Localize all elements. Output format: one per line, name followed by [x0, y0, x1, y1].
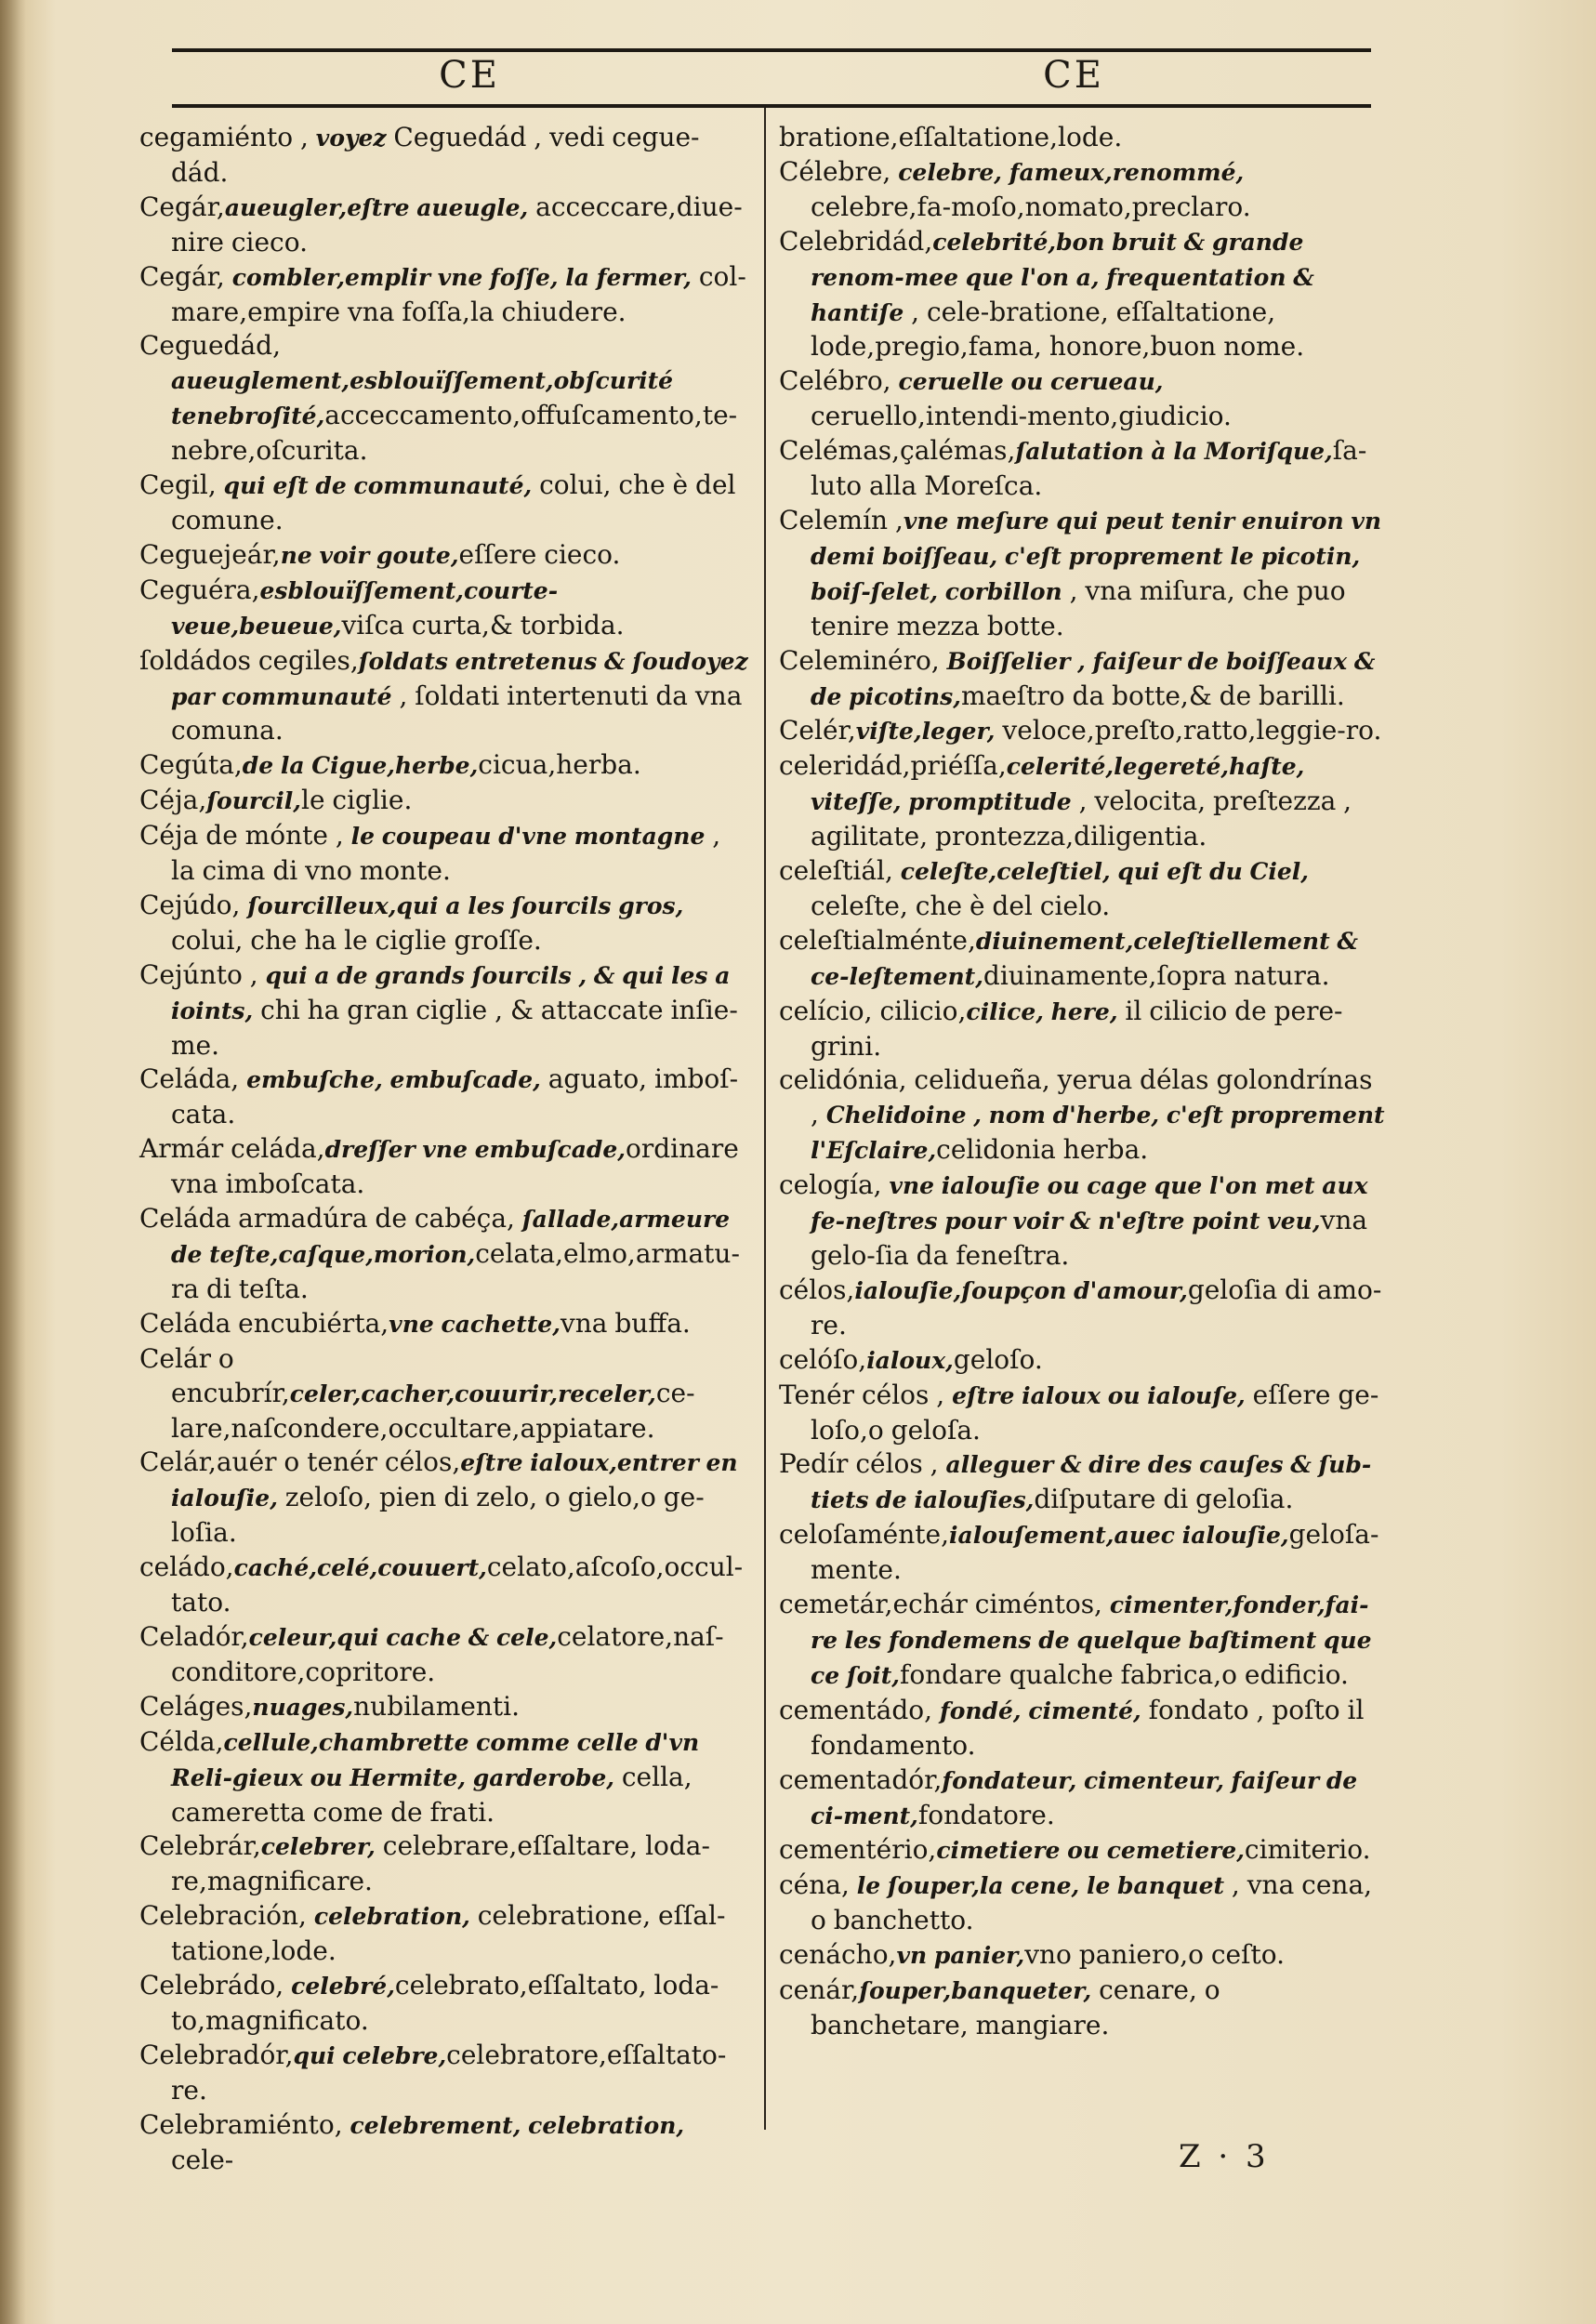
- dictionary-entry: [779, 1588, 1385, 1694]
- french-gloss: cimetiere ou cemetiere,: [936, 1837, 1245, 1865]
- right-column: [779, 121, 1385, 2043]
- entry-text: vna buffa.: [560, 1307, 691, 1339]
- french-gloss: ne voir goute,: [280, 541, 459, 569]
- entry-text: celício, cilicio,: [779, 995, 967, 1026]
- french-gloss: cellule,chambrette comme celle d'vn Reli-gieux ou Hermite, garderobe,: [171, 1728, 700, 1791]
- entry-text: acceccare,diue-nire cieco.: [171, 191, 743, 257]
- entry-text: celebrare,eſſaltare, loda-re,magnificare.: [171, 1830, 710, 1897]
- french-gloss: celebrer,: [260, 1833, 376, 1861]
- dictionary-entry: [139, 1063, 749, 1132]
- french-gloss: celerité,legereté,haſte, viteſſe, promptitude: [811, 753, 1305, 816]
- entry-text: Celár o encubrír,: [139, 1342, 290, 1408]
- dictionary-entry: [779, 434, 1385, 504]
- french-gloss: ialouſement,auec ialouſie,: [949, 1522, 1289, 1550]
- entry-text: , vna cena, o banchetto.: [811, 1869, 1373, 1936]
- dictionary-entry: [779, 121, 1385, 155]
- entry-text: ſoldádos cegiles,: [139, 644, 359, 676]
- dictionary-entry: [779, 924, 1385, 995]
- dictionary-entry: [139, 469, 749, 538]
- french-gloss: celebrité,bon bruit & grande renom-mee que l'on a, frequentation & hantiſe: [811, 228, 1314, 326]
- french-gloss: ſouper,banqueter,: [859, 1977, 1092, 2005]
- french-gloss: qui eſt de communauté,: [223, 472, 533, 500]
- entry-text: il cilicio de pere-grini.: [811, 995, 1343, 1062]
- entry-text: ceruello,intendi-mento,giudicio.: [811, 401, 1232, 432]
- french-gloss: ſallade,armeure de teſte,caſque,morion,: [171, 1206, 731, 1268]
- french-gloss: qui a de grands ſourcils , & qui les a ioints,: [171, 961, 731, 1024]
- french-gloss: de la Cigue,herbe,: [242, 752, 479, 780]
- running-head-left: CE: [439, 54, 500, 97]
- dictionary-entry: [139, 2039, 749, 2108]
- entry-text: celeridád,priéſſa,: [779, 750, 1007, 782]
- french-gloss: celebrement, celebration,: [350, 2111, 685, 2139]
- dictionary-entry: [779, 644, 1385, 715]
- entry-text: cenácho,: [779, 1939, 897, 1971]
- entry-text: Cegúta,: [139, 749, 243, 781]
- dictionary-entry: [139, 260, 749, 330]
- entry-text: Celemín ,: [779, 504, 904, 535]
- entry-text: Cejúnto ,: [139, 958, 266, 990]
- entry-text: , velocita, preſtezza , agilitate, prontezza,diligentia.: [811, 786, 1352, 852]
- dictionary-entry: [139, 329, 749, 469]
- entry-text: Celébro,: [779, 365, 899, 397]
- entry-text: Céja de mónte ,: [139, 820, 351, 852]
- entry-text: cenare, o banchetare, mangiare.: [811, 1974, 1220, 2040]
- entry-text: Celebramiénto,: [139, 2108, 350, 2140]
- entry-text: Celebrár,: [139, 1830, 261, 1862]
- entry-text: Tenér célos ,: [779, 1379, 953, 1410]
- entry-text: Celeminéro,: [779, 644, 947, 676]
- entry-text: cegamiénto ,: [139, 122, 316, 152]
- entry-text: , la cima di vno monte.: [171, 820, 721, 887]
- dictionary-entry: [779, 749, 1385, 854]
- entry-text: le ciglie.: [300, 785, 413, 816]
- entry-text: Ceguedád , vedi cegue-dád.: [171, 122, 700, 188]
- entry-text: celebrato,eſſaltato, loda-to,magnificato.: [171, 1970, 719, 2036]
- dictionary-entry: [139, 1690, 749, 1725]
- french-gloss: Chelidoine , nom d'herbe, c'eſt proprement l'Eſclaire,: [811, 1102, 1385, 1165]
- dictionary-entry: [779, 995, 1385, 1064]
- dictionary-entry: [139, 819, 749, 889]
- entry-text: Pedír célos ,: [779, 1448, 946, 1480]
- entry-text: celebratione, eſſal-tatione,lode.: [171, 1900, 726, 1967]
- entry-text: veloce,preſto,ratto,leggie-ro.: [995, 715, 1382, 746]
- french-gloss: combler,emplir vne foſſe, la fermer,: [231, 263, 692, 291]
- dictionary-entry: [139, 1969, 749, 2039]
- french-gloss: ſalutation à la Moriſque,: [1015, 438, 1333, 466]
- entry-text: Ceguejeár,: [139, 538, 281, 570]
- dictionary-entry: [779, 714, 1385, 749]
- entry-text: , cele-bratione, eſſaltatione, lode,pregio,fama, honore,buon nome.: [811, 296, 1305, 363]
- entry-text: Ceguedád,: [139, 330, 281, 362]
- entry-text: cella, cameretta come de frati.: [171, 1761, 692, 1828]
- dictionary-entry: [139, 1899, 749, 1969]
- dictionary-entry: [779, 1343, 1385, 1379]
- entry-text: fondato , poſto il fondamento.: [811, 1694, 1365, 1761]
- entry-text: Celáges,: [139, 1690, 253, 1722]
- french-gloss: caché,celé,couuert,: [233, 1554, 487, 1582]
- entry-text: diſputare di geloſia.: [1034, 1484, 1294, 1515]
- entry-text: Celebrádo,: [139, 1970, 292, 2001]
- entry-text: cementádo,: [779, 1694, 940, 1725]
- entry-text: celeſtialménte,: [779, 924, 976, 956]
- dictionary-entry: [139, 121, 749, 191]
- french-gloss: eſtre ialoux,entrer en ialouſie,: [171, 1449, 738, 1512]
- entry-text: Cegár,: [139, 191, 225, 222]
- entry-text: Celár,auér o tenér célos,: [139, 1446, 461, 1478]
- dictionary-entry: [779, 1518, 1385, 1588]
- french-gloss: ceruelle ou cerueau,: [898, 368, 1164, 396]
- entry-text: Celebradór,: [139, 2039, 294, 2070]
- entry-text: Celér,: [779, 715, 856, 746]
- entry-text: cenár,: [779, 1974, 860, 2006]
- dictionary-entry: [779, 1694, 1385, 1763]
- entry-text: Celadór,: [139, 1620, 249, 1652]
- entry-text: cimiterio.: [1244, 1834, 1371, 1866]
- dictionary-entry: [779, 1974, 1385, 2043]
- entry-text: colui, che è del comune.: [171, 469, 736, 535]
- entry-text: aguato, imboſ-cata.: [171, 1063, 739, 1130]
- dictionary-entry: [139, 1551, 749, 1620]
- header-rule: [172, 104, 1371, 108]
- entry-text: Cegil,: [139, 469, 224, 501]
- running-head-right: CE: [1043, 54, 1104, 97]
- dictionary-entry: [779, 854, 1385, 924]
- french-gloss: aueuglement,esblouïſſement,obſcurité tenebroſité,: [171, 367, 674, 430]
- dictionary-entry: [779, 1833, 1385, 1868]
- entry-text: viſca curta,& torbida.: [341, 609, 625, 640]
- dictionary-entry: [139, 2108, 749, 2178]
- dictionary-entry: [139, 191, 749, 260]
- french-gloss: vne meſure qui peut tenir enuiron vn demi boiſſeau, c'eſt proprement le picotin, boiſ-ſelet, corbillon: [811, 507, 1382, 605]
- dictionary-entry: [139, 1446, 749, 1551]
- entry-text: diuinamente,ſopra natura.: [983, 959, 1330, 991]
- dictionary-entry: [139, 1829, 749, 1899]
- entry-text: eſſere cieco.: [458, 538, 621, 570]
- french-gloss: cimenter,fonder,fai-re les fondemens de quelque baſtiment que ce ſoit,: [811, 1591, 1372, 1689]
- entry-text: cicua,herba.: [478, 749, 641, 781]
- entry-text: cemetár,echár ciméntos,: [779, 1589, 1110, 1620]
- entry-text: Céja,: [139, 785, 207, 816]
- dictionary-entry: [779, 1447, 1385, 1518]
- dictionary-entry: [139, 574, 749, 644]
- entry-text: vna gelo-ſia da feneſtra.: [811, 1205, 1368, 1271]
- dictionary-entry: [779, 1063, 1385, 1169]
- dictionary-entry: [779, 1169, 1385, 1274]
- french-gloss: embuſche, embuſcade,: [246, 1066, 541, 1094]
- entry-text: ordinare vna imboſcata.: [171, 1133, 739, 1200]
- entry-text: Cegár,: [139, 260, 232, 292]
- french-gloss: nuages,: [252, 1693, 354, 1721]
- entry-text: céna,: [779, 1869, 857, 1901]
- signature-mark: Z · 3: [1179, 2138, 1270, 2175]
- entry-text: col-mare,empire vna foſſa,la chiudere.: [171, 260, 746, 327]
- entry-text: zeloſo, pien di zelo, o gielo,o ge-loſia.: [171, 1482, 705, 1549]
- entry-text: geloſo.: [953, 1343, 1043, 1375]
- entry-text: celidónia, celidueña, yerua délas golondrínas ,: [779, 1064, 1373, 1130]
- entry-text: Celebración,: [139, 1900, 314, 1932]
- french-gloss: voyez: [315, 125, 394, 152]
- entry-text: celeſtiál,: [779, 855, 901, 887]
- entry-text: Celémas,çalémas,: [779, 435, 1016, 467]
- entry-text: geloſia di amo-re.: [811, 1274, 1382, 1340]
- french-gloss: ſourcilleux,qui a les ſourcils gros,: [247, 891, 684, 919]
- dictionary-entry: [139, 1620, 749, 1690]
- entry-text: celóſo,: [779, 1343, 867, 1375]
- column-divider: [764, 108, 766, 2130]
- french-gloss: eſtre ialoux ou ialouſe,: [952, 1381, 1246, 1409]
- entry-text: , vna miſura, che puo tenire mezza botte.: [811, 574, 1346, 641]
- entry-text: Celáda,: [139, 1063, 247, 1095]
- french-gloss: celebré,: [291, 1973, 395, 2000]
- french-gloss: le ſouper,la cene, le banquet: [856, 1872, 1225, 1900]
- french-gloss: fondé, cimenté,: [939, 1697, 1141, 1724]
- entry-text: celeſte, che è del cielo.: [811, 890, 1111, 921]
- french-gloss: viſte,leger,: [855, 718, 996, 746]
- dictionary-entry: [139, 1132, 749, 1202]
- french-gloss: cilice, here,: [966, 997, 1118, 1025]
- entry-text: celata,elmo,armatu-ra di teſta.: [171, 1238, 740, 1304]
- french-gloss: celeur,qui cache & cele,: [248, 1623, 558, 1651]
- dictionary-entry: [139, 1725, 749, 1830]
- entry-text: celato,aſcoſo,occul-tato.: [171, 1552, 744, 1618]
- french-gloss: celebration,: [313, 1903, 470, 1931]
- french-gloss: ſoldats entretenus & ſoudoyez par communauté: [171, 647, 748, 710]
- left-column: [139, 121, 749, 2177]
- entry-text: nubilamenti.: [353, 1690, 520, 1722]
- dictionary-entry: [139, 889, 749, 958]
- entry-text: ce-lare,naſcondere,occultare,appiatare.: [171, 1377, 695, 1444]
- french-gloss: ialouſie,ſoupçon d'amour,: [854, 1276, 1188, 1304]
- dictionary-entry: [139, 748, 749, 784]
- dictionary-entry: [779, 364, 1385, 434]
- entry-text: ſa-luto alla Moreſca.: [811, 435, 1367, 502]
- french-gloss: Boiſſelier , faiſeur de boiſſeaux & de picotins,: [811, 647, 1376, 710]
- entry-text: , ſoldati intertenuti da vna comuna.: [171, 680, 743, 746]
- entry-text: eſſere ge-loſo,o geloſa.: [811, 1379, 1379, 1446]
- dictionary-entry: [779, 155, 1385, 225]
- french-gloss: le coupeau d'vne montagne: [350, 823, 706, 851]
- entry-text: Celebridád,: [779, 225, 933, 257]
- entry-text: Celáda encubiérta,: [139, 1307, 389, 1339]
- dictionary-entry: [139, 644, 749, 749]
- entry-text: Célebre,: [779, 155, 899, 187]
- french-gloss: diuinement,celeſtiellement & ce-leſtement,: [811, 927, 1358, 990]
- dictionary-entry: [779, 225, 1385, 365]
- entry-text: Ceguéra,: [139, 574, 260, 605]
- entry-text: celebratore,eſſaltato-re.: [171, 2039, 727, 2106]
- entry-text: celádo,: [139, 1552, 234, 1583]
- french-gloss: ialoux,: [866, 1346, 954, 1374]
- entry-text: fondare qualche fabrica,o edificio.: [900, 1658, 1349, 1690]
- entry-text: Cejúdo,: [139, 889, 248, 920]
- dictionary-entry: [139, 1202, 749, 1307]
- entry-text: Armár celáda,: [139, 1133, 325, 1165]
- entry-text: bratione,eſſaltatione,lode.: [779, 122, 1123, 152]
- entry-text: celidonia herba.: [936, 1134, 1149, 1166]
- entry-text: célos,: [779, 1274, 855, 1305]
- dictionary-entry: [139, 958, 749, 1063]
- french-gloss: celeſte,celeſtiel, qui eſt du Ciel,: [900, 858, 1310, 886]
- entry-text: chi ha gran ciglie , & attaccate inſie-me.: [171, 994, 738, 1061]
- french-gloss: fondateur, cimenteur, faiſeur de ci-ment,: [811, 1766, 1358, 1829]
- entry-text: Célda,: [139, 1725, 224, 1757]
- entry-text: Celáda armadúra de cabéça,: [139, 1203, 522, 1235]
- french-gloss: qui celebre,: [293, 2041, 447, 2069]
- entry-text: cementadór,: [779, 1763, 943, 1795]
- entry-text: cele-: [171, 2144, 234, 2175]
- entry-text: geloſa-mente.: [811, 1519, 1379, 1586]
- dictionary-entry: [139, 538, 749, 574]
- dictionary-entry: [139, 1307, 749, 1342]
- french-gloss: dreſſer vne embuſcade,: [324, 1136, 627, 1164]
- french-gloss: vne cachette,: [389, 1310, 561, 1338]
- entry-text: cementério,: [779, 1834, 937, 1866]
- dictionary-entry: [779, 1274, 1385, 1343]
- french-gloss: vne ialouſie ou cage que l'on met aux fe-neſtres pour voir & n'eſtre point veu,: [811, 1172, 1368, 1235]
- entry-text: celoſaménte,: [779, 1519, 949, 1551]
- entry-text: celogía,: [779, 1169, 890, 1201]
- dictionary-entry: [139, 784, 749, 819]
- french-gloss: ſourcil,: [206, 787, 301, 815]
- dictionary-entry: [779, 1379, 1385, 1448]
- french-gloss: celebre, fameux,renommé,: [898, 158, 1245, 186]
- entry-text: celatore,naſ-conditore,copritore.: [171, 1620, 724, 1687]
- dictionary-entry: [139, 1342, 749, 1446]
- entry-text: vno paniero,o ceſto.: [1024, 1939, 1286, 1971]
- french-gloss: vn panier,: [896, 1942, 1025, 1970]
- french-gloss: alleguer & dire des cauſes & ſub-tiets de ialouſies,: [811, 1451, 1372, 1514]
- dictionary-entry: [779, 1868, 1385, 1938]
- french-gloss: aueugler,eſtre aueugle,: [224, 193, 529, 221]
- dictionary-entry: [779, 1938, 1385, 1974]
- french-gloss: esblouïſſement,courte-veue,beueue,: [171, 576, 559, 640]
- entry-text: acceccamento,offuſcamento,te-nebre,oſcurita.: [171, 400, 738, 467]
- dictionary-entry: [779, 504, 1385, 644]
- entry-text: fondatore.: [917, 1799, 1055, 1830]
- dictionary-entry: [779, 1763, 1385, 1834]
- entry-text: colui, che ha le ciglie groſſe.: [171, 924, 542, 956]
- entry-text: maeſtro da botte,& de barilli.: [960, 680, 1345, 711]
- french-gloss: celer,cacher,couurir,receler,: [289, 1380, 656, 1407]
- entry-text: celebre,fa-moſo,nomato,preclaro.: [811, 191, 1251, 222]
